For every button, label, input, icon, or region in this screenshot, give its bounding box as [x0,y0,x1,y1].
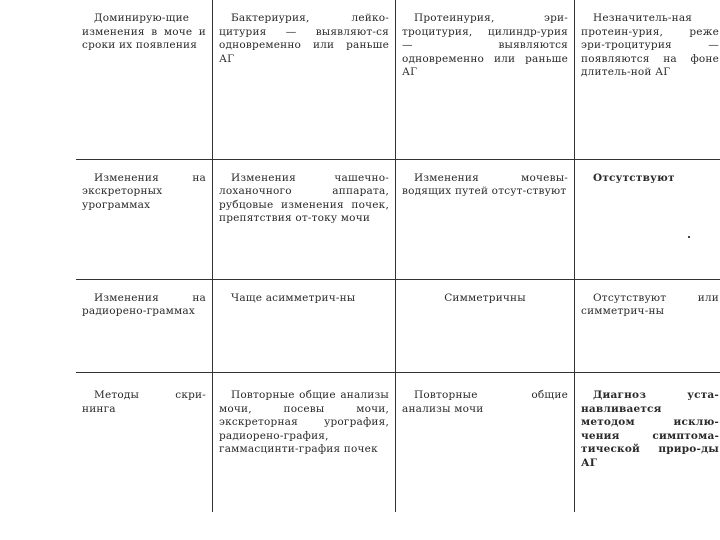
table-row [76,159,720,279]
cell-text: Повторные общие анализы мочи, посевы мочи, экскреторная урография, радиорено-графия, гаммасцинти-графия почек [219,389,389,456]
table-row [76,279,720,373]
table-cell [396,279,575,373]
row-label: Доминирую-щие изменения в моче и сроки их появления [82,12,206,51]
row-label-cell [76,0,213,159]
table-row [76,373,720,512]
cell-text: Изменения чашечно-лоханочного аппарата, рубцовые изменения почек, препятствия от-току мочи [219,171,389,225]
table-cell [213,159,396,279]
cell-text: Чаще асимметрич-ны [231,291,356,304]
cell-text: Диагноз уста-навливается методом исклю-чения симптома-тической приро-ды АГ [581,389,719,469]
row-label: Изменения на экскреторных урограммах [82,171,206,211]
cell-text: Незначитель-ная протеин-урия, реже эри-троцитурия — появляются на фоне длитель-ной АГ [581,12,719,78]
table-cell [575,373,720,512]
table-cell [575,279,720,373]
row-label: Изменения на радиорено-граммах [82,291,206,318]
cell-text: Отсутствуют или симметрич-ны [581,291,719,318]
table-cell [575,0,720,159]
table-cell [213,279,396,373]
table-cell [396,159,575,279]
row-label: Методы скри-нинга [82,389,206,415]
cell-text: Протеинурия, эри-троцитурия, цилиндр-урия — выявляются одновременно или раньше АГ [402,12,568,78]
table-cell [396,373,575,512]
comparison-table [76,0,720,512]
cell-text: Симметричны [444,291,526,304]
cell-text: Повторные общие анализы мочи [402,389,568,415]
table-row [76,0,720,159]
table-cell [213,373,396,512]
row-label-cell [76,279,213,373]
ink-dot [688,236,690,238]
row-label-cell [76,159,213,279]
table-cell [213,0,396,159]
cell-text: Изменения мочевы-водящих путей отсут-ствуют [402,171,568,198]
table-cell [575,159,720,279]
cell-text: Бактериурия, лейко-цитурия — выявляют-ся одновременно или раньше АГ [219,12,389,65]
table-cell [396,0,575,159]
cell-text: Отсутствуют [593,171,675,184]
row-label-cell [76,373,213,512]
